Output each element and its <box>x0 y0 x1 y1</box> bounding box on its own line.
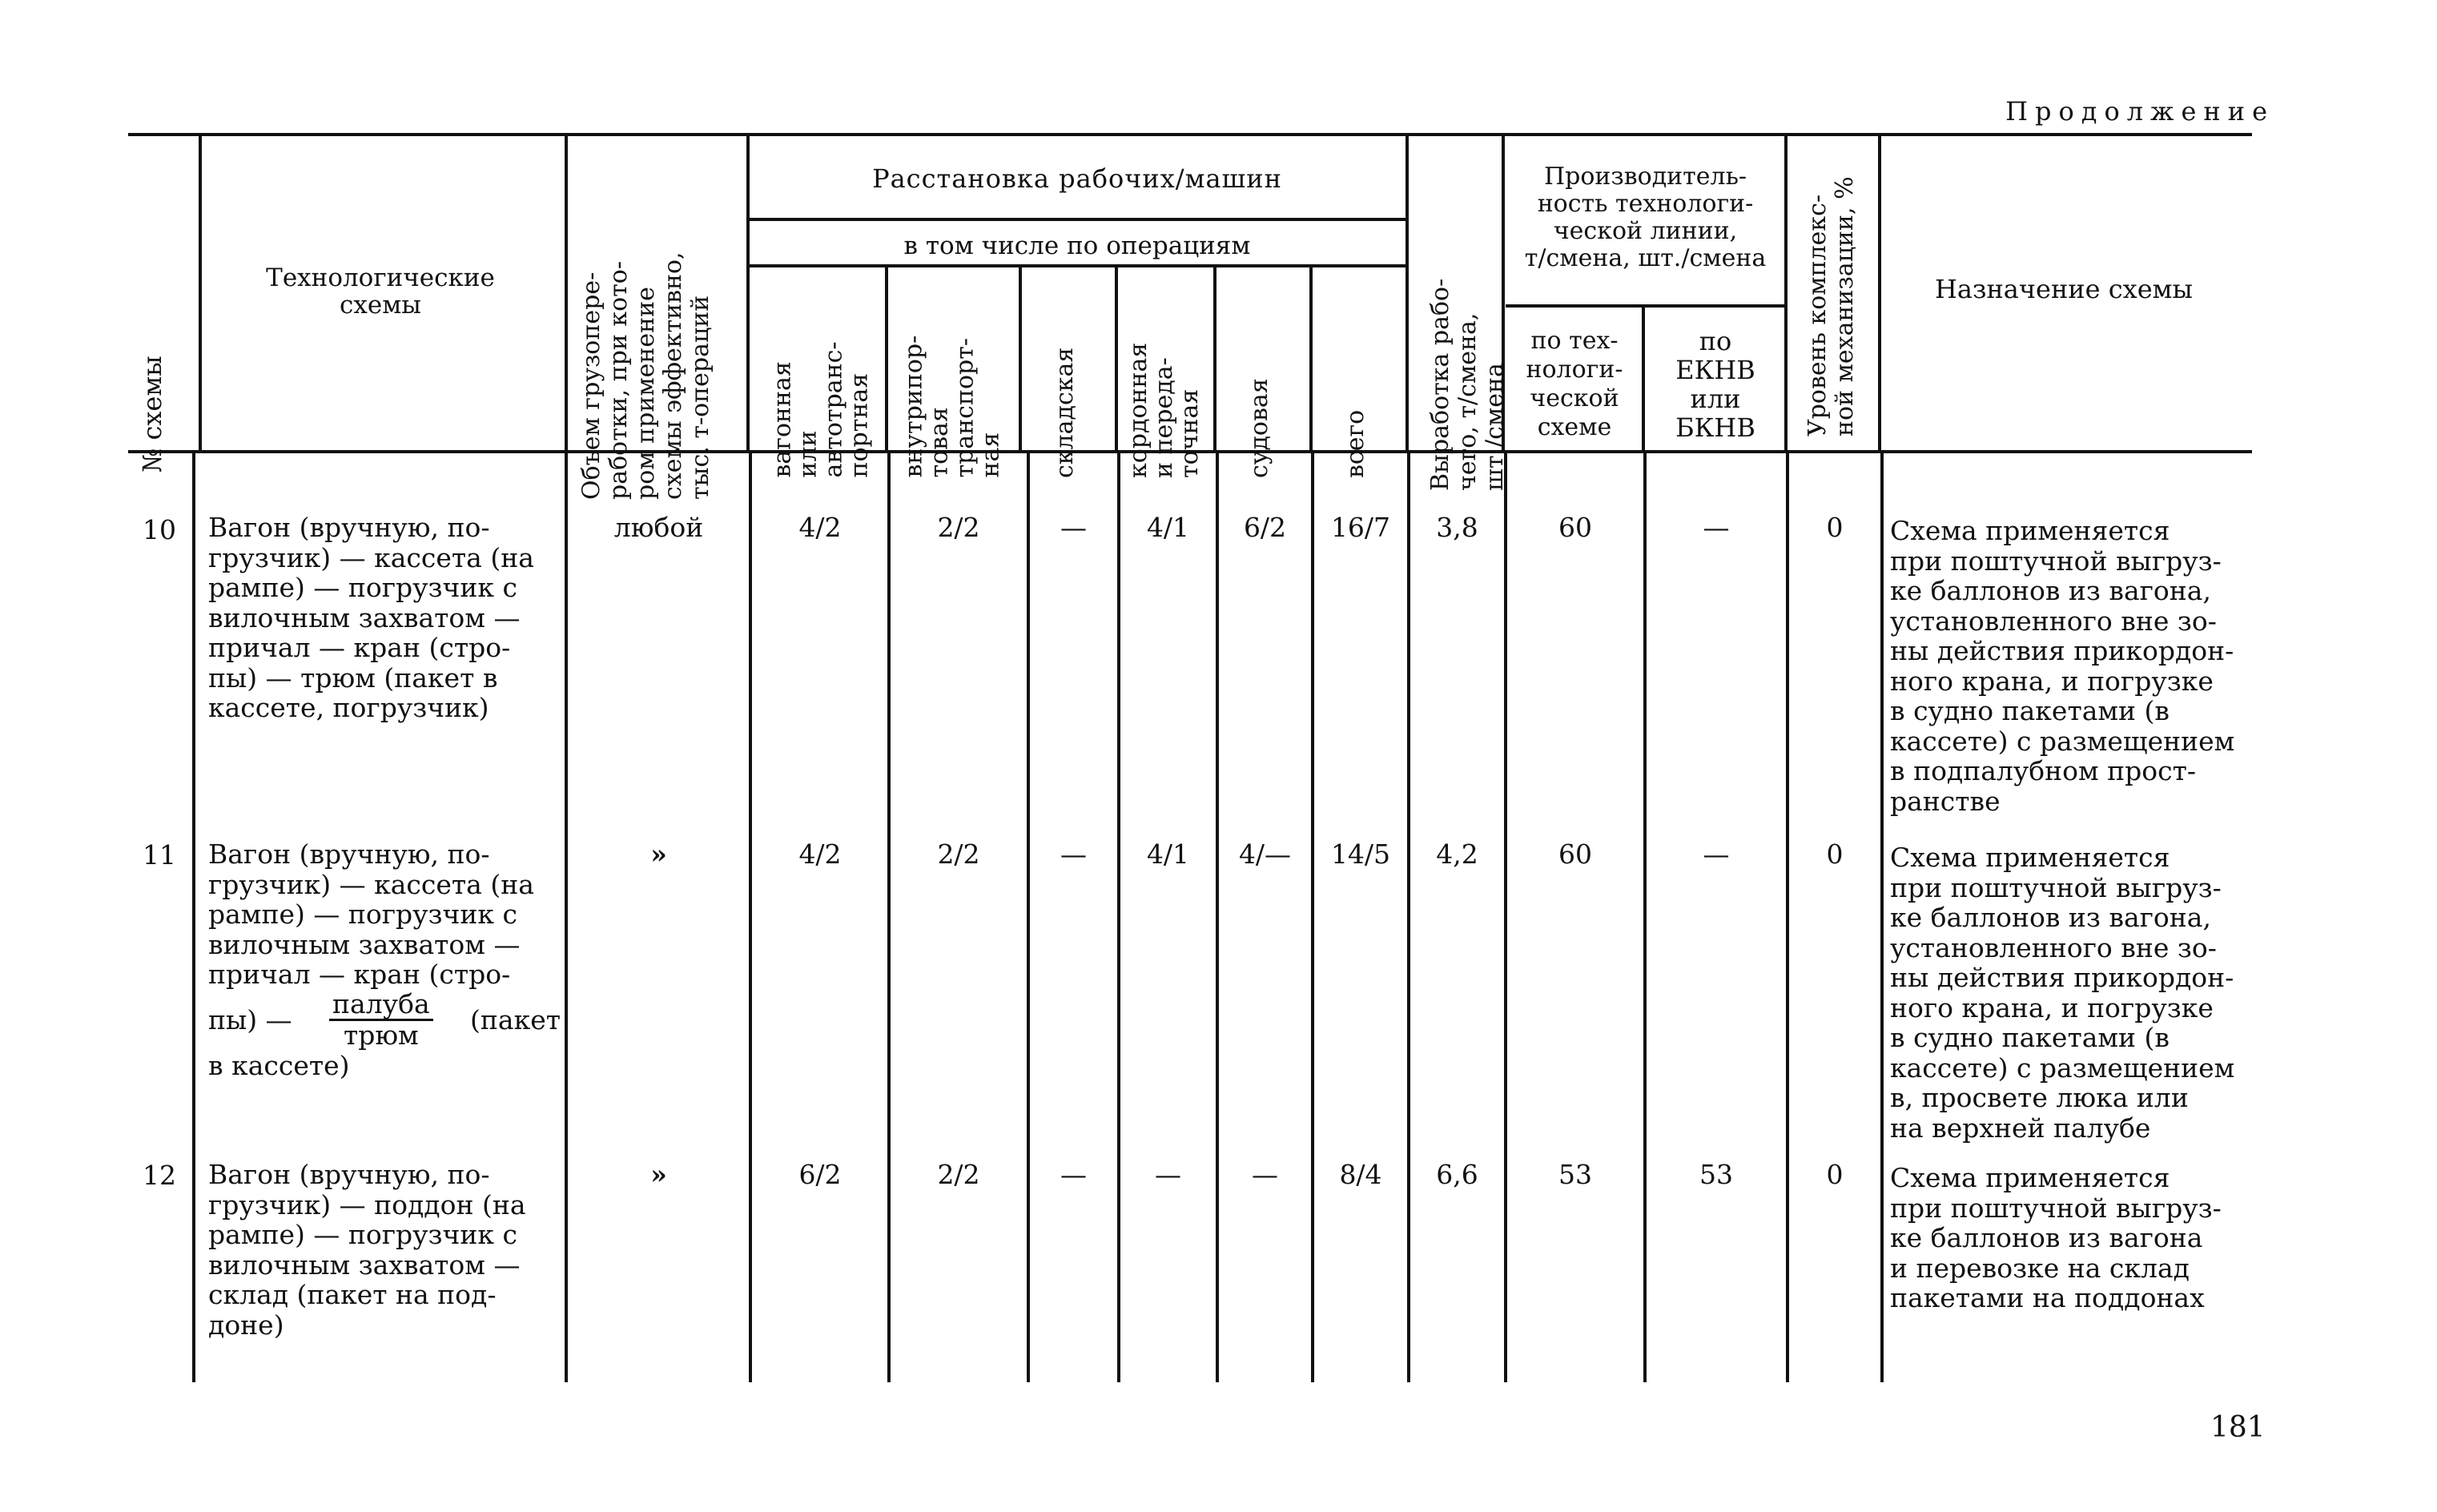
volume-cell: » <box>650 1159 667 1190</box>
op-internal-cell: 2/2 <box>937 512 980 543</box>
op-internal-cell: 2/2 <box>937 838 980 870</box>
op-cordon-cell: 4/1 <box>1146 838 1190 870</box>
body-rule-2 <box>565 453 568 1382</box>
body-rule-11 <box>1643 453 1647 1382</box>
header-op-total: всего <box>1341 409 1369 478</box>
header-purpose: Назначение схемы <box>1935 274 2193 304</box>
tech-scheme-text: Вагон (вручную, по- грузчик) — кассета (на рампе) — погрузчик с вилочным захватом — причал — кран (стро- пы) — палуба трюм (пакет в кассете) <box>208 838 561 1081</box>
op-wagon-cell: 4/2 <box>798 838 842 870</box>
col-rule-11 <box>1642 304 1645 450</box>
volume-cell: любой <box>613 512 704 543</box>
body-rule-9 <box>1407 453 1410 1382</box>
col-rule-1 <box>199 133 202 450</box>
col-rule-5 <box>1019 264 1022 450</box>
continuation-label: Продолжение <box>2005 96 2274 127</box>
productivity-subrule <box>1506 304 1786 308</box>
header-placement: Расстановка рабочих/машин <box>872 163 1282 194</box>
op-warehouse-cell: — <box>1060 512 1087 543</box>
header-by-operation: в том числе по операциям <box>903 231 1251 260</box>
prod-eknv-cell: — <box>1703 512 1730 543</box>
header-op-wagon: вагонная или автотранс- портная <box>768 341 874 478</box>
header-tech-schemes: Технологические схемы <box>266 263 495 320</box>
header-productivity: Производитель- ность технологи- ческой линии, т/смена, шт./смена <box>1524 163 1767 272</box>
col-rule-7 <box>1213 264 1216 450</box>
prod-eknv-cell: 53 <box>1699 1159 1733 1190</box>
header-mechanization: Уровень комплекс- ной механизации, % <box>1804 176 1859 436</box>
body-rule-13 <box>1880 453 1884 1382</box>
row-number: 10 <box>143 514 176 545</box>
body-rule-1 <box>192 453 195 1382</box>
mechanization-cell: 0 <box>1826 1159 1844 1190</box>
purpose-text: Схема применяется при поштучной выгруз- ке баллонов из вагона и перевозке на склад пакетами на поддонах <box>1890 1162 2222 1313</box>
by-operation-subrule <box>749 264 1405 267</box>
op-total-cell: 16/7 <box>1330 512 1391 543</box>
op-warehouse-cell: — <box>1060 838 1087 870</box>
col-rule-4 <box>885 264 888 450</box>
purpose-text: Схема применяется при поштучной выгруз- ке баллонов из вагона, установленного вне зо- ны действия прикордон- ного крана, и погрузке в судно пакетами (в кассете) с размещением в подпалубном прост- ранстве <box>1890 515 2235 817</box>
header-prod-eknv: по ЕКНВ или БКНВ <box>1675 326 1755 443</box>
op-warehouse-cell: — <box>1060 1159 1087 1190</box>
prod-tech-cell: 53 <box>1558 1159 1592 1190</box>
header-op-warehouse: складская <box>1051 347 1079 478</box>
op-wagon-cell: 4/2 <box>798 512 842 543</box>
volume-cell: » <box>650 838 667 870</box>
row-number: 12 <box>143 1160 176 1191</box>
op-wagon-cell: 6/2 <box>798 1159 842 1190</box>
body-rule-3 <box>749 453 752 1382</box>
page-number: 181 <box>2210 1411 2266 1444</box>
prod-eknv-cell: — <box>1703 838 1730 870</box>
col-rule-2 <box>565 133 568 450</box>
op-total-cell: 14/5 <box>1330 838 1391 870</box>
col-rule-12 <box>1784 133 1788 450</box>
body-rule-6 <box>1117 453 1120 1382</box>
output-cell: 3,8 <box>1436 512 1478 543</box>
col-rule-13 <box>1878 133 1881 450</box>
col-rule-8 <box>1309 264 1313 450</box>
op-cordon-cell: 4/1 <box>1146 512 1190 543</box>
output-cell: 6,6 <box>1436 1159 1478 1190</box>
header-op-ship: судовая <box>1245 378 1273 478</box>
placement-subrule <box>749 218 1405 221</box>
col-rule-3 <box>746 133 750 450</box>
prod-tech-cell: 60 <box>1558 838 1592 870</box>
scheme-fraction: палуба трюм <box>329 990 433 1050</box>
scheme-fraction-line: пы) — палуба трюм (пакет <box>208 988 561 1051</box>
header-op-internal: внутрипор- товая транспорт- ная <box>899 335 1005 478</box>
op-ship-cell: 4/— <box>1238 838 1292 870</box>
mechanization-cell: 0 <box>1826 512 1844 543</box>
tech-scheme-text: Вагон (вручную, по- грузчик) — поддон (на рампе) — погрузчик с вилочным захватом — склад (пакет на под- доне) <box>208 1159 526 1341</box>
op-total-cell: 8/4 <box>1339 1159 1382 1190</box>
output-cell: 4,2 <box>1436 838 1478 870</box>
op-ship-cell: — <box>1252 1159 1278 1190</box>
header-op-cordon: кордонная и переда- точная <box>1124 342 1204 478</box>
prod-tech-cell: 60 <box>1558 512 1592 543</box>
header-scheme-no: № схемы <box>137 356 167 472</box>
col-rule-9 <box>1405 133 1409 450</box>
body-rule-8 <box>1311 453 1314 1382</box>
op-cordon-cell: — <box>1155 1159 1181 1190</box>
header-volume: Объем грузопере- работки, при кото- ром применение схемы эффективно, тыс. т-операций <box>577 251 714 500</box>
header-output: Выработка рабо- чего, т/смена, шт./смена <box>1426 278 1509 491</box>
tech-scheme-text: Вагон (вручную, по- грузчик) — кассета (на рампе) — погрузчик с вилочным захватом — причал — кран (стро- пы) — трюм (пакет в кассете, погрузчик) <box>208 512 534 723</box>
col-rule-6 <box>1115 264 1118 450</box>
table-top-rule <box>128 133 2252 136</box>
op-internal-cell: 2/2 <box>937 1159 980 1190</box>
body-rule-7 <box>1216 453 1219 1382</box>
body-rule-12 <box>1786 453 1789 1382</box>
body-rule-10 <box>1504 453 1507 1382</box>
body-rule-5 <box>1027 453 1030 1382</box>
purpose-text: Схема применяется при поштучной выгруз- ке баллонов из вагона, установленного вне зо- ны действия прикордон- ного крана, и погрузке в судно пакетами (в кассете) с размещением в, просвете люка или на верхней палубе <box>1890 842 2235 1144</box>
op-ship-cell: 6/2 <box>1243 512 1287 543</box>
mechanization-cell: 0 <box>1826 838 1844 870</box>
body-rule-4 <box>887 453 891 1382</box>
row-number: 11 <box>143 839 176 871</box>
header-prod-tech: по тех- нологи- ческой схеме <box>1526 327 1623 441</box>
